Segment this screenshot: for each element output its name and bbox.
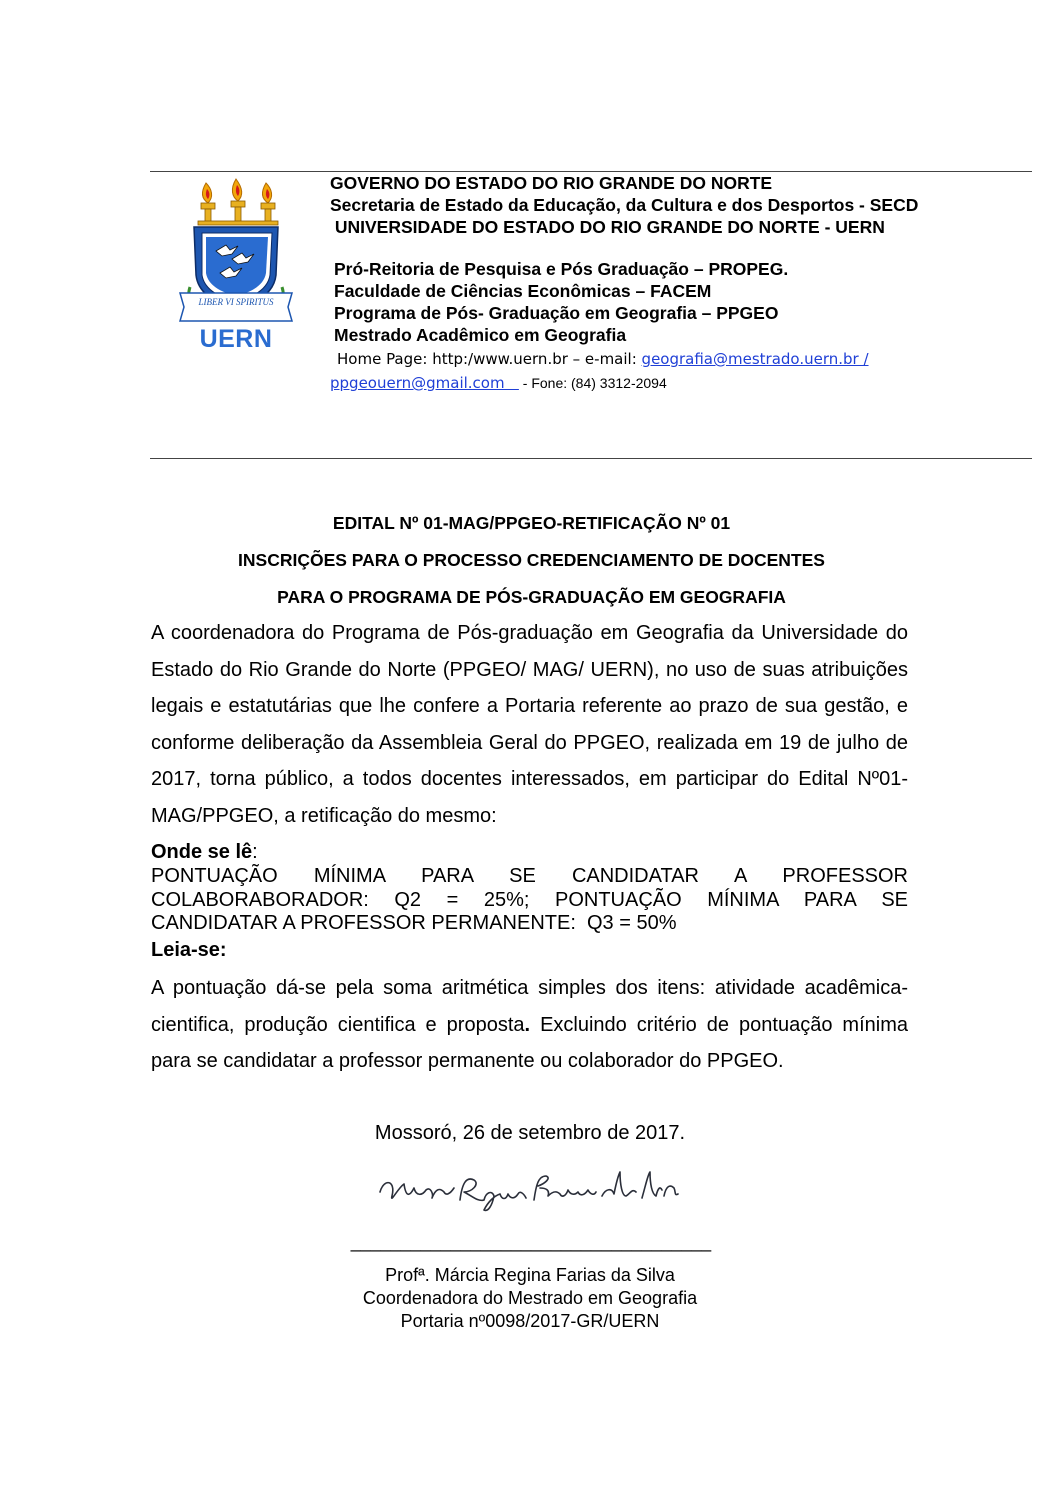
header-unit-line-2: Faculdade de Ciências Econômicas – FACEM	[334, 281, 712, 301]
contact-phone: - Fone: (84) 3312-2094	[518, 375, 667, 391]
edital-subtitle-2: PARA O PROGRAMA DE PÓS-GRADUAÇÃO EM GEOGRAFIA	[277, 587, 786, 607]
onde-line-1: PONTUAÇÃO MÍNIMA PARA SE CANDIDATAR A PROFESSOR	[151, 865, 908, 887]
leia-text-2: Excluindo critério de pontuação mínima para se candidatar a professor permanente ou colaborador do PPGEO.	[151, 1013, 908, 1072]
onde-colon: :	[252, 841, 258, 863]
edital-title: EDITAL Nº 01-MAG/PPGEO-RETIFICAÇÃO Nº 01	[332, 513, 731, 533]
leia-paragraph	[151, 970, 908, 1080]
email-geografia-link[interactable]: geografia@mestrado.uern.br /	[641, 350, 869, 368]
header-unit-line-1: Pró-Reitoria de Pesquisa e Pós Graduação – PROPEG.	[334, 259, 789, 279]
leia-bold-dot: .	[524, 1013, 531, 1036]
place-date: Mossoró, 26 de setembro de 2017.	[374, 1122, 686, 1144]
onde-heading	[151, 841, 258, 864]
contact-prefix: Home Page: http:/www.uern.br – e-mail:	[337, 350, 642, 368]
header-top-rule	[150, 171, 1032, 172]
onde-label: Onde se lê	[151, 841, 253, 863]
header-bottom-rule	[150, 458, 1032, 459]
logo-motto: LIBER VI SPIRITUS	[198, 297, 274, 307]
signatory-name: Profª. Márcia Regina Farias da Silva	[385, 1265, 675, 1285]
onde-text	[151, 865, 908, 936]
handwritten-signature	[374, 1166, 684, 1216]
onde-line-3: CANDIDATAR A PROFESSOR PERMANENTE: Q3 = 50%	[151, 912, 677, 934]
uern-logo	[176, 175, 296, 353]
header-contact-line-1	[337, 350, 869, 368]
header-gov-line-3: UNIVERSIDADE DO ESTADO DO RIO GRANDE DO NORTE - UERN	[330, 217, 885, 237]
header-contact-line-2	[330, 374, 667, 392]
logo-acronym: UERN	[199, 325, 273, 353]
header-unit-line-4: Mestrado Acadêmico em Geografia	[334, 325, 627, 345]
signatory-block	[310, 1264, 750, 1333]
email-ppgeouern-link[interactable]: ppgeouern@gmail.com	[330, 374, 519, 392]
signatory-ordinance: Portaria nº0098/2017-GR/UERN	[400, 1311, 660, 1331]
edital-subtitle-1: INSCRIÇÕES PARA O PROCESSO CREDENCIAMENTO DE DOCENTES	[238, 550, 825, 570]
header-gov-line-2: Secretaria de Estado da Educação, da Cultura e dos Desportos - SECD	[330, 195, 919, 215]
header-unit-line-3: Programa de Pós- Graduação em Geografia – PPGEO	[334, 303, 779, 323]
signatory-role: Coordenadora do Mestrado em Geografia	[362, 1288, 698, 1308]
onde-line-2: COLABORABORADOR: Q2 = 25%; PONTUAÇÃO MÍNIMA PARA SE	[151, 888, 908, 911]
leia-text-1: A pontuação dá-se pela soma aritmética simples dos itens: atividade acadêmica-cientifica, produção cientifica e proposta	[151, 977, 908, 1036]
leia-label: Leia-se:	[151, 939, 227, 961]
signature-line: ____________________________________	[350, 1232, 712, 1252]
intro-paragraph: A coordenadora do Programa de Pós-graduação em Geografia da Universidade do Estado do Rio Grande do Norte (PPGEO/ MAG/ UERN), no uso de suas atribuições legais e estatutárias que lhe confere a Portaria referente ao prazo de sua gestão, e conforme deliberação da Assembleia Geral do PPGEO, realizada em 19 de julho de 2017, torna público, a todos docentes interessados, em participar do Edital Nº01-MAG/PPGEO, a retificação do mesmo:	[151, 622, 908, 827]
header-gov-line-1: GOVERNO DO ESTADO DO RIO GRANDE DO NORTE	[330, 173, 773, 193]
